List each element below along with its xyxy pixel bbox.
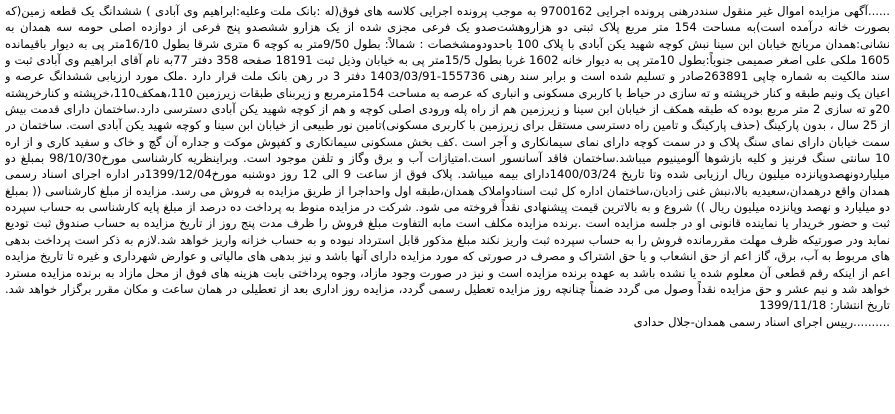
- auction-notice: [5, 3, 890, 408]
- notice-signature: ..........رییس اجرای اسناد رسمی همدان-جلال حدادی: [633, 314, 890, 329]
- notice-body: ......آگهی مزایده اموال غیر منقول سنددرهنی پرونده اجرایی 9700162 به موجب پرونده اجرایی کلاسه های فوق(له :بانک ملت وعلیه:ابراهیم وی آبادی ) ششدانگ یک قطعه زمین(که بصورت خانه درآمده است)به مساحت 154 متر مربع پلاک ثبتی دو هزاروهشت‌صدو یک فرعی مجزی شده از یک هزارو ششصدو پنج فرعی از دوازده اصلی حومه سه همدان به نشانی:همدان مریانج خیابان ابن سینا نبش کوچه شهید یکن آبادی با پلاک 100 باحدودومشخصات : شمالاً: بطول 9/50متر به کوچه 6 متری شرقا بطول 16/10متر پی به دیوار باقیمانده 1605 ملکی علی اصغر صمیمی جنوباً:بطول 10متر پی به دیوار خانه 1602 غربا بطول 15/5متر پی به خیابان وذیل ثبت 18191 صفحه 358 دفتر 77به نام آقای ابراهیم وی آبادی ثبت و سند مالکیت به شماره چاپی 263891صادر و تسلیم شده است و برابر سند رهنی 155736-1403/03/91 دفتر 3 در رهن بانک ملت قرار دارد .ملک مورد ارزیابی ششدانگ عرصه و اعیان یک ونیم طبقه و کنار خرپشته و ته سازی در حیاط با کاربری مسکونی و انباری که عرصه به مساحت 154مترمربع و زیربنای طبقات زیرزمین 110،همکف110،خرپشته و کنارخرپشته 20و ته سازی 2 متر مربع بوده که طبقه همکف از خیابان ابن سینا و زیرزمین هم از راه پله ورودی اصلی کوچه و هم از کوچه شهید یکن آبادی دسترسی دارد.ساختمان دارای قدمت بیش از 25 سال ، بدون پارکینگ (حذف پارکینگ و تامین راه دسترسی مستقل برای زیرزمین با کاربری مسکونی)تامین نور طبیعی از خیابان ابن سینا و کوچه شهید یکن آبادی است. ساختمان در سمت خیابان دارای نمای سنگ پلاک و در سمت کوچه دارای نمای سیمانکاری و آجر است .کف بخش مسکونی سیمانکاری و کفپوش موکت و جداره آن گچ و خاک و سفید کاری و از اره 10 سانتی سنگ فرنیز و کلیه بازشوها آلومینیوم میباشد.ساختمان فاقد آسانسور است.امتیازات آب و برق وگاز و تلفن موجود است. وبراینظریه کارشناسی مورخ98/10/30 بمبلغ دو میلیاردونهصدوپانزده میلیون ریال ارزیابی شده وتا تاریخ 1400/03/24دارای بیمه میباشد. پلاک فوق از ساعت 9 الی 12 روز دوشنبه مورخ1399/12/04در اداره اجرای اسناد رسمی همدان واقع درهمدان،سعیدیه بالا،نبش غنی زادیان،ساختمان اداره کل ثبت اسنادواملاک همدان،طبقه اول واحداجرا از طریق مزایده به فروش می رسد. مزایده از مبلغ کارشناسی (( بمبلغ دو میلیارد و نهصد وپانزده میلیون ریال )) شروع و به بالاترین قیمت پیشنهادی نقداً فروخته می شود. شرکت در مزایده منوط به پرداخت ده درصد از مبلغ پایه کارشناسی به حساب سپرده ثبت و حضور خریدار یا نماینده قانونی او در جلسه مزایده است .برنده مزایده مکلف است مابه التفاوت مبلغ فروش را ظرف مدت پنج روز از تاریخ مزایده به حساب صندوق ثبت تودیع نماید ودر صورتیکه ظرف مهلت مقررمانده فروش را به حساب سپرده ثبت واریز نکند مبلغ مذکور قابل استرداد نبوده و به حساب خزانه واریز خواهد شد.لازم به ذکر است پرداخت بدهی های مربوط به آب، برق، گاز اعم از حق انشعاب و یا حق اشتراک و مصرف در صورتی که مورد مزایده دارای آنها باشد و نیز بدهی های مالیاتی و عوارض شهرداری و غیره تا تاریخ مزایده اعم از اینکه رقم قطعی آن معلوم شده یا نشده باشد به عهده برنده مزایده است و نیز در صورت وجود مازاد، وجوه پرداختی بابت هزینه های فوق از محل مازاد به برنده مزایده مسترد خواهد شد و نیم عشر و حق مزایده نقداً وصول می گردد ضمناً چنانچه روز مزایده تعطیل رسمی گردد، مزایده روز اداری بعد از تعطیلی در همان ساعت و مکان مقرر برگزار خواهد شد. تاریخ انتشار: 1399/11/18: [5, 4, 890, 313]
